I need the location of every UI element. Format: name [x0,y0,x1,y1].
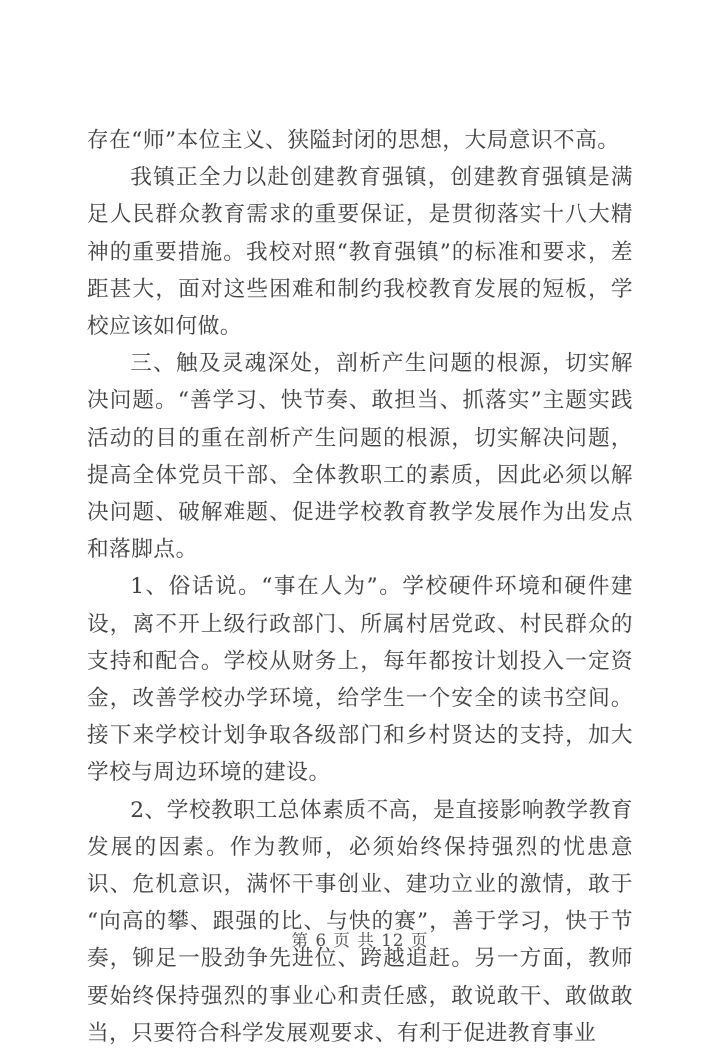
paragraph: 存在“师”本位主义、狭隘封闭的思想，大局意识不高。 [87,128,620,153]
paragraph: 我镇正全力以赴创建教育强镇，创建教育强镇是满足人民群众教育需求的重要保证，是贯彻落实十八大精神的重要措施。我校对照“教育强镇”的标准和要求，差距甚大，面对这些困难和制约我校教育发展的短板，学校应该如何做。 [87,165,633,340]
paragraph: 三、触及灵魂深处，剖析产生问题的根源，切实解决问题。“善学习、快节奏、敢担当、抓落实”主题实践活动的目的重在剖析产生问题的根源，切实解决问题，提高全体党员干部、全体教职工的素质，因此必须以解决问题、破解难题、促进学校教育教学发展作为出发点和落脚点。 [87,351,633,563]
paragraph: 1、俗话说。“事在人为”。学校硬件环境和硬件建设，离不开上级行政部门、所属村居党政、村民群众的支持和配合。学校从财务上，每年都按计划投入一定资金，改善学校办学环境，给学生一个安全的读书空间。接下来学校计划争取各级部门和乡村贤达的支持，加大学校与周边环境的建设。 [87,574,633,786]
paragraph: 2、学校教职工总体素质不高，是直接影响教学教育发展的因素。作为教师，必须始终保持强烈的忧患意识、危机意识，满怀干事创业、建功立业的激情，敢于“向高的攀、跟强的比、与快的赛”，善于学习，快于节奏，铆足一股劲争先进位、跨越追赶。另一方面，教师要始终保持强烈的事业心和责任感，敢说敢干、敢做敢当，只要符合科学发展观要求、有利于促进教育事业 [87,797,633,1046]
page-footer [0,930,720,952]
page-number-label: 第 6 页 共 12 页 [291,931,429,950]
document-body [87,122,633,1052]
